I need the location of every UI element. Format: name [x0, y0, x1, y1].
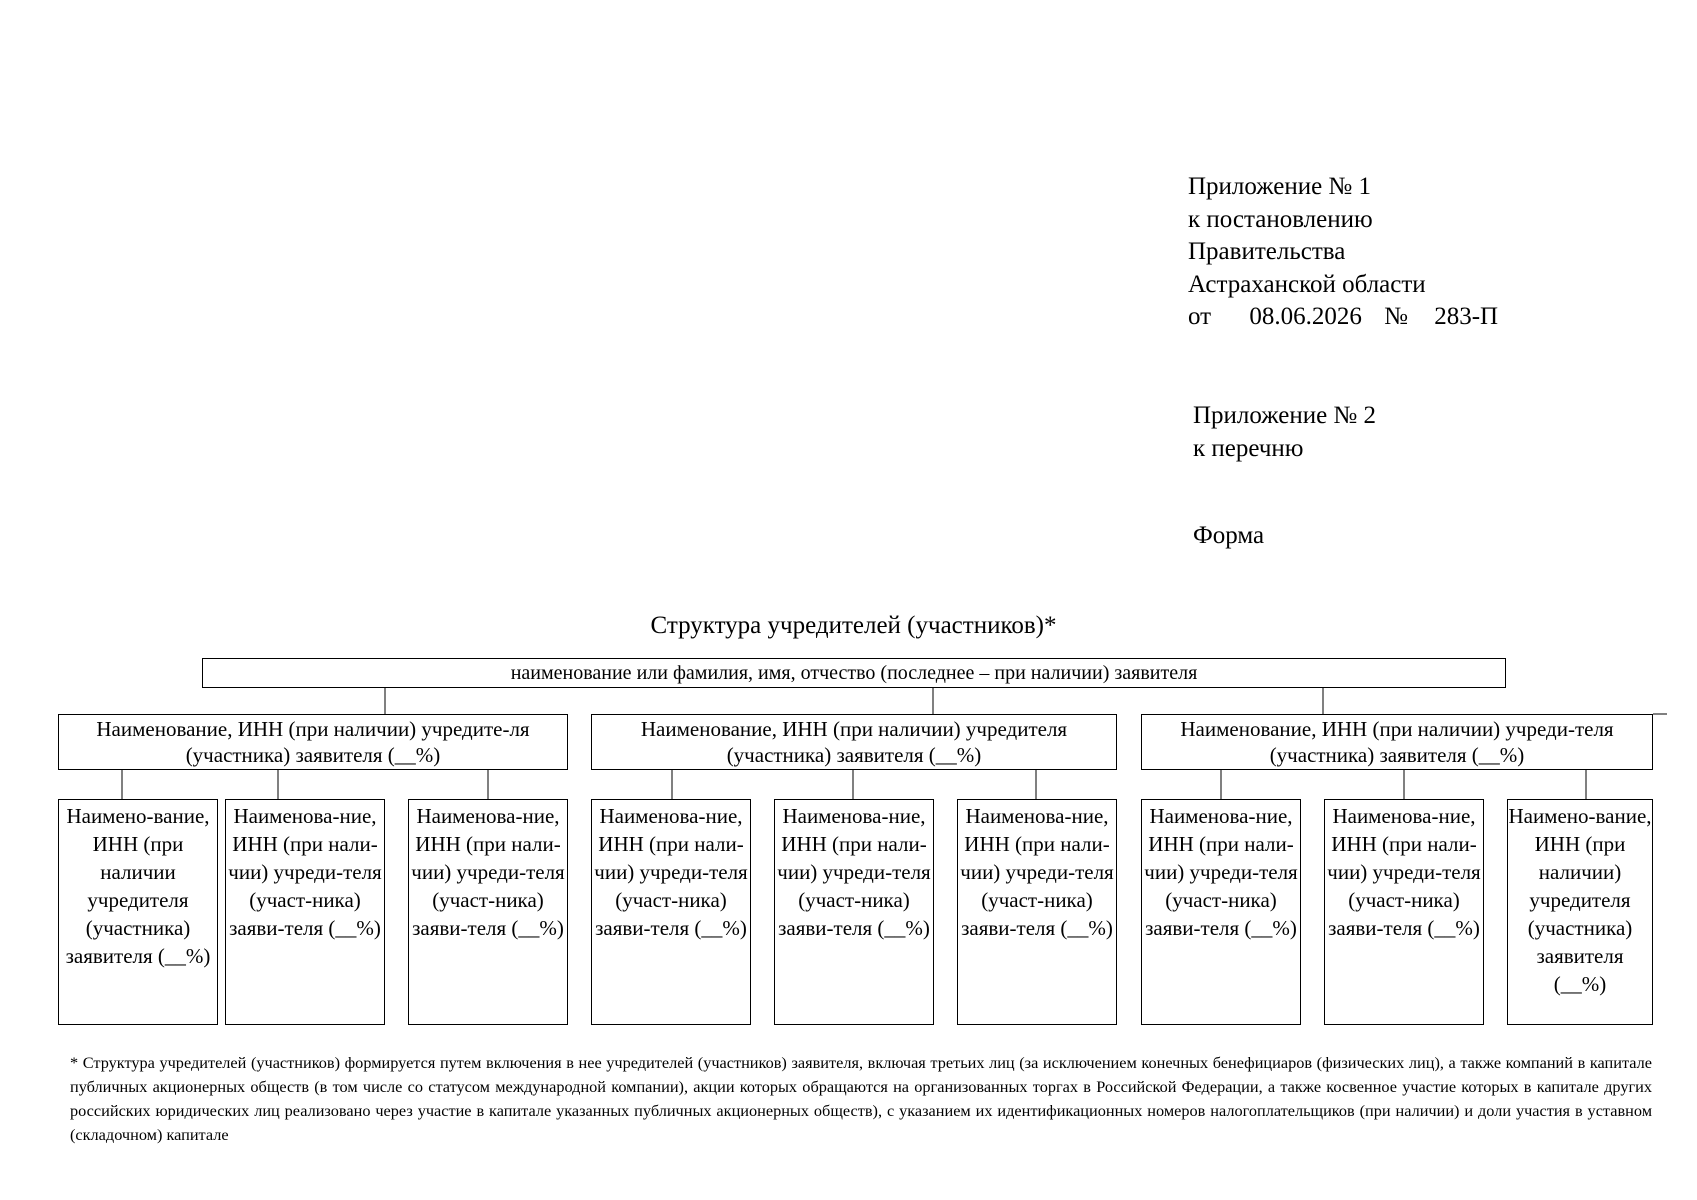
founder-level2-box	[1507, 799, 1653, 1025]
founder-level2-box	[408, 799, 568, 1025]
appendix-1-line: Приложение № 1	[1188, 173, 1372, 200]
founder-level2-box	[591, 799, 751, 1025]
founder-level2-box	[1141, 799, 1301, 1025]
resolution-number: 283-П	[1434, 303, 1499, 330]
appendix-1-line: Астраханской области	[1188, 270, 1426, 298]
appendix-2-header	[1193, 400, 1376, 465]
founder-level1-box	[1141, 714, 1653, 770]
founder-level2-text: Наименова-ние, ИНН (при нали-чии) учреди-теля (участ-ника) заяви-теля (__%)	[594, 804, 748, 940]
applicant-root-box	[202, 658, 1506, 688]
appendix-1-line: к постановлению	[1188, 205, 1373, 233]
resolution-date: 08.06.2026	[1249, 303, 1362, 330]
founder-level2-text: Наимено-вание, ИНН (при наличии учредителя (участника) заявителя (__%)	[65, 804, 211, 968]
date-prefix: от	[1188, 303, 1212, 330]
founder-level1-text: Наименование, ИНН (при наличии) учредителя (участника) заявителя (__%)	[640, 717, 1068, 767]
founder-level2-box	[58, 799, 218, 1025]
founder-level2-box	[774, 799, 934, 1025]
founder-level2-box	[225, 799, 385, 1025]
appendix-2-line: Приложение № 2	[1193, 402, 1377, 429]
footnote: * Структура учредителей (участников) формируется путем включения в нее учредителей (участников) заявителя, включая третьих лиц (за исключением конечных бенефициаров (физических лиц), а также компаний в капитале публичных акционерных обществ (в том числе со статусом международной компании), акции которых обращаются на организованных торгах в Российской Федерации, а также косвенное участие которых в капитале других российских юридических лиц реализовано через участие в капитале указанных публичных акционерных обществ), с указанием их идентификационных номеров налогоплательщиков (при наличии) и доли участия в уставном (складочном) капитале	[70, 1053, 1652, 1144]
founder-level2-text: Наименова-ние, ИНН (при нали-чии) учреди-теля (участ-ника) заяви-теля (__%)	[777, 804, 931, 940]
appendix-1-header	[1188, 171, 1498, 334]
number-sign: №	[1384, 303, 1408, 330]
form-label: Форма	[1193, 522, 1265, 549]
founder-level2-box	[957, 799, 1117, 1025]
appendix-2-line: к перечню	[1193, 434, 1304, 462]
appendix-1-line: Правительства	[1188, 238, 1346, 265]
diagram-title: Структура учредителей (участников)*	[650, 612, 1057, 639]
applicant-root-text: наименование или фамилия, имя, отчество (последнее – при наличии) заявителя	[510, 662, 1198, 684]
resolution-date-line	[1188, 301, 1498, 334]
founder-level2-text: Наименова-ние, ИНН (при нали-чии) учреди-теля (участ-ника) заяви-теля (__%)	[228, 804, 382, 940]
founder-level2-text: Наименова-ние, ИНН (при нали-чии) учреди-теля (участ-ника) заяви-теля (__%)	[1327, 804, 1481, 940]
founder-level2-text: Наименова-ние, ИНН (при нали-чии) учреди-теля (участ-ника) заяви-теля (__%)	[411, 804, 565, 940]
founder-level2-text: Наименова-ние, ИНН (при нали-чии) учреди-теля (участ-ника) заяви-теля (__%)	[1144, 804, 1298, 940]
founder-level1-box	[591, 714, 1117, 770]
founder-level1-text: Наименование, ИНН (при наличии) учреди-теля (участника) заявителя (__%)	[1180, 717, 1614, 767]
founder-level2-text: Наименова-ние, ИНН (при нали-чии) учреди-теля (участ-ника) заяви-теля (__%)	[960, 804, 1114, 940]
founder-level1-text: Наименование, ИНН (при наличии) учредите-ля (участника) заявителя (__%)	[96, 717, 530, 767]
founder-level2-text: Наимено-вание, ИНН (при наличии) учредителя (участника) заявителя (__%)	[1508, 804, 1652, 996]
founder-level2-box	[1324, 799, 1484, 1025]
founder-level1-box	[58, 714, 568, 770]
